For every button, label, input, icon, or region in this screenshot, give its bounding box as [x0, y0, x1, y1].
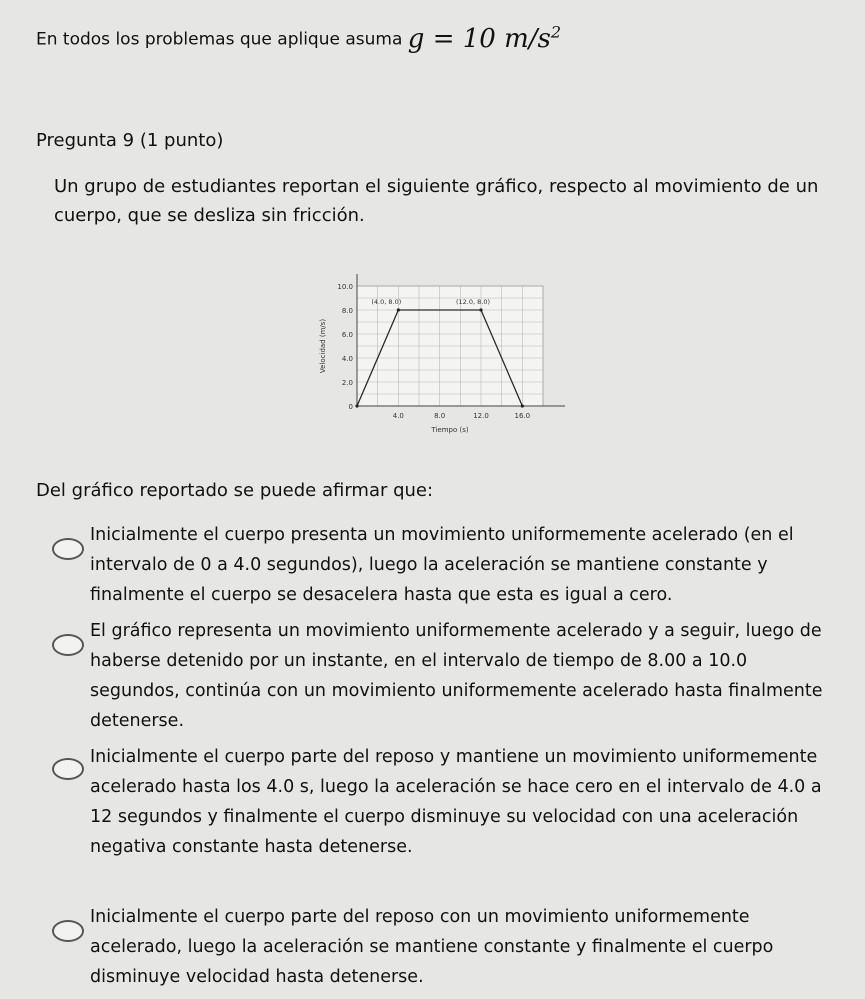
gravity-formula-exponent: 2	[550, 22, 562, 41]
chart-y-tick-label: 4.0	[341, 355, 353, 363]
instructions-header	[36, 14, 836, 58]
gravity-formula-base: g = 10 m/s	[407, 23, 551, 54]
velocity-time-chart	[305, 266, 575, 448]
chart-point-annotation: (12.0, 8.0)	[455, 298, 491, 306]
chart-y-tick-label: 10.0	[337, 283, 353, 291]
gravity-formula	[408, 24, 561, 54]
option-b-text: El gráfico representa un movimiento uniformemente acelerado y a seguir, luego de haberse detenido por un instante, en el intervalo de tiempo de 8.00 a 10.0 segundos, continúa con un movimiento uniformemente acelerado hasta finalmente detenerse.	[90, 621, 823, 731]
chart-y-tick-label: 6.0	[341, 331, 353, 339]
option-a-radio[interactable]	[52, 538, 84, 560]
chart-x-tick-label: 4.0	[392, 412, 404, 420]
option-c-text: Inicialmente el cuerpo parte del reposo y mantiene un movimiento uniformemente acelerado hasta los 4.0 s, luego la aceleración se hace cero en el intervalo de 4.0 a 12 segundos y finalmente el cuerpo disminuye su velocidad con una aceleración negativa constante hasta detenerse.	[90, 747, 822, 857]
chart-data-point	[397, 308, 400, 311]
chart-y-tick-label: 0	[348, 403, 353, 411]
chart-point-annotation: (4.0, 8.0)	[371, 298, 402, 306]
option-c-radio[interactable]	[52, 758, 84, 780]
chart-y-tick-label: 2.0	[341, 379, 353, 387]
option-d-text: Inicialmente el cuerpo parte del reposo con un movimiento uniformemente acelerado, luego la aceleración se mantiene constante y finalmente el cuerpo disminuye velocidad hasta detenerse.	[90, 907, 774, 987]
chart-x-axis-label: Tiempo (s)	[431, 426, 469, 434]
option-d-radio[interactable]	[52, 920, 84, 942]
chart-data-point	[355, 404, 358, 407]
option-a-text: Inicialmente el cuerpo presenta un movimiento uniformemente acelerado (en el intervalo de 0 a 4.0 segundos), luego la aceleración se mantiene constante y finalmente el cuerpo se desacelera hasta que esta es igual a cero.	[90, 525, 794, 605]
instructions-text: En todos los problemas que aplique asuma	[36, 29, 403, 50]
chart-x-tick-label: 8.0	[434, 412, 446, 420]
question-prompt: Un grupo de estudiantes reportan el siguiente gráfico, respecto al movimiento de un cuerpo, que se desliza sin fricción.	[54, 176, 819, 226]
chart-data-point	[479, 308, 482, 311]
chart-y-axis-label: Velocidad (m/s)	[319, 318, 327, 374]
chart-x-tick-label: 16.0	[514, 412, 531, 420]
option-b-radio[interactable]	[52, 634, 84, 656]
question-title: Pregunta 9 (1 punto)	[36, 130, 224, 151]
chart-data-point	[521, 404, 524, 407]
question-ask: Del gráfico reportado se puede afirmar que:	[36, 480, 434, 501]
chart-x-tick-label: 12.0	[473, 412, 489, 420]
chart-y-tick-label: 8.0	[341, 307, 353, 315]
